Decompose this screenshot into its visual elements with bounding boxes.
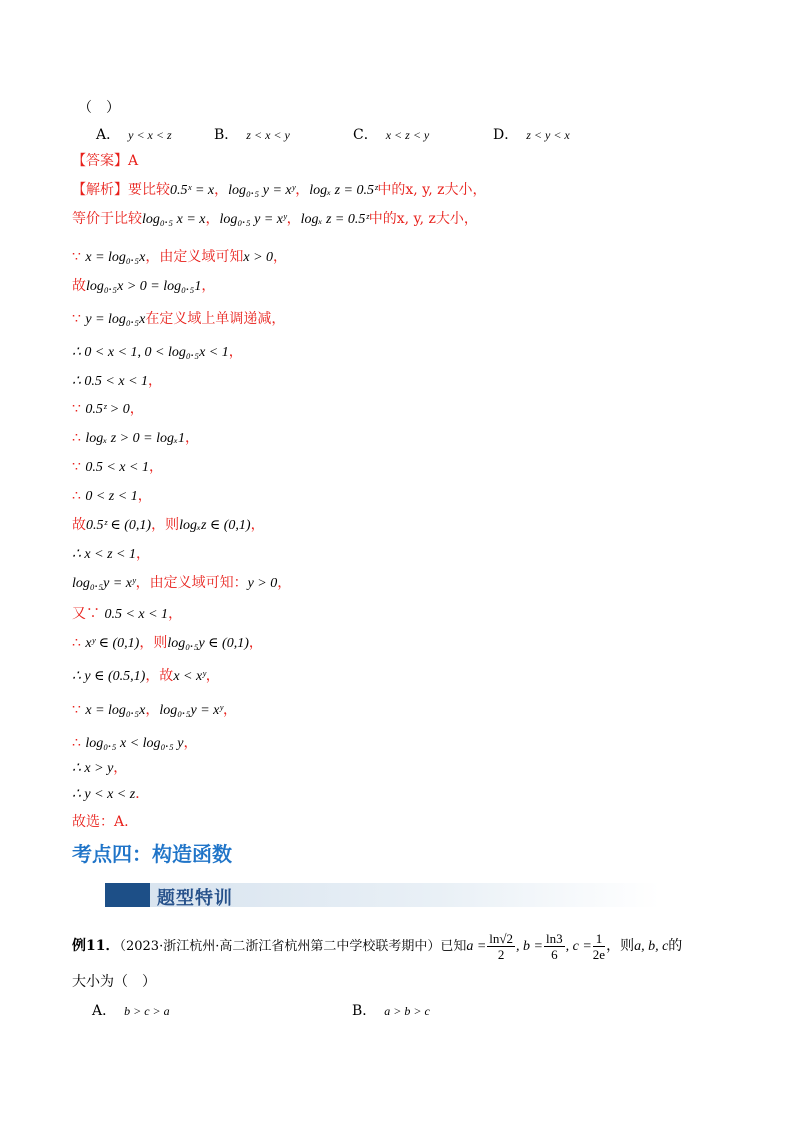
analysis-segment: 要比较 [128, 182, 170, 198]
analysis-segment: ， [183, 735, 198, 751]
analysis-segment: x = log₀.₅x [85, 250, 146, 265]
analysis-segment: ， [137, 488, 152, 504]
a-lhs: a = [466, 939, 487, 954]
analysis-segment: ， [205, 211, 220, 227]
analysis-segment: 又∵ [72, 606, 105, 622]
analysis-segment: log₀.₅y ∈ (0,1) [167, 636, 249, 651]
analysis-line [72, 573, 291, 594]
analysis-segment: ， [273, 249, 288, 265]
analysis-segment: 等价于比较 [72, 211, 142, 227]
analysis-segment: ， [148, 459, 163, 475]
example-option-b: B． a > b > c [352, 1003, 430, 1019]
analysis-line [72, 209, 478, 230]
example-line-2: 大小为（ ） [72, 974, 156, 990]
analysis-segment: ， [184, 430, 199, 446]
analysis-segment: ， [205, 668, 220, 684]
analysis-segment: ∴ x > y [72, 761, 114, 776]
analysis-segment: ， [145, 702, 160, 718]
analysis-line [72, 342, 243, 363]
analysis-segment: ， [222, 702, 237, 718]
c-lhs: , c = [565, 939, 592, 954]
analysis-segment: x > 0 [243, 250, 274, 265]
analysis-segment: ∴ [72, 735, 86, 751]
analysis-label: 【解析】 [72, 182, 128, 198]
analysis-line [72, 180, 486, 201]
analysis-segment: ， [250, 517, 265, 533]
example-line-1 [72, 930, 682, 963]
analysis-segment: ， [113, 760, 128, 776]
analysis-segment: logₓz ∈ (0,1) [179, 518, 251, 533]
analysis-segment: ∴ 0 < x < 1, 0 < log₀.₅x < 1 [72, 345, 229, 360]
frac-a: $\frac{\ln√2}{2}$ [489, 930, 514, 962]
analysis-segment: ， [168, 606, 183, 622]
banner-block [105, 883, 150, 907]
banner [105, 880, 660, 910]
analysis-line [72, 515, 265, 536]
analysis-segment: ， [201, 278, 216, 294]
analysis-line [72, 666, 220, 687]
analysis-segment: log₀.₅ x < log₀.₅ y [85, 736, 184, 751]
analysis-segment: ∵ [72, 459, 86, 475]
analysis-segment: log₀.₅y = xʸ [72, 576, 136, 591]
analysis-line [72, 604, 182, 625]
analysis-segment: log₀.₅ y = xʸ [219, 212, 287, 227]
analysis-segment: ∴ [72, 430, 86, 446]
analysis-segment: log₀.₅x > 0 = log₀.₅1 [86, 279, 202, 294]
analysis-segment: ∴ [72, 488, 86, 504]
banner-title: 题型特训 [157, 888, 233, 909]
answer-label: 【答案】 [72, 153, 128, 169]
analysis-segment: ∵ [72, 249, 86, 265]
analysis-segment: ∴ x < z < 1 [72, 547, 136, 562]
analysis-segment: log₀.₅ x = x [142, 212, 206, 227]
answer-line [72, 151, 138, 171]
analysis-line [72, 633, 263, 654]
option-b: B． z < x < y [214, 127, 290, 143]
analysis-line [72, 486, 152, 507]
analysis-segment: ， [248, 635, 263, 651]
frac-b: $\frac{\ln 3}{6}$ [546, 930, 563, 962]
analysis-segment: ∴ 0.5 < x < 1 [72, 374, 149, 389]
frac-c: $\frac{1}{2e}$ [592, 930, 606, 962]
analysis-segment: x = log₀.₅x [85, 703, 146, 718]
analysis-segment: ∵ [72, 401, 86, 417]
example-source: （2023·浙江杭州·高二浙江省杭州第二中学校联考期中）已知 [119, 939, 467, 954]
analysis-line [72, 247, 287, 268]
section-heading: 考点四：构造函数 [72, 842, 232, 866]
analysis-segment: ， [135, 546, 150, 562]
conclusion: 故选：A. [72, 814, 129, 830]
analysis-segment: 故 [72, 517, 86, 533]
analysis-segment: ． [135, 786, 150, 802]
analysis-segment: logₓ z = 0.5ᶻ [300, 212, 369, 227]
analysis-segment: ，由定义域可知： [135, 575, 248, 591]
analysis-line [72, 428, 199, 449]
analysis-segment: ∴ y ∈ (0.5,1) [72, 669, 146, 684]
analysis-segment: 0 < z < 1 [85, 489, 138, 504]
analysis-line [72, 399, 144, 420]
answer-value: A [128, 153, 139, 169]
analysis-segment: ， [286, 211, 301, 227]
analysis-line [72, 457, 163, 478]
analysis-segment: ， [148, 373, 163, 389]
analysis-segment: logₓ z > 0 = logₓ1 [85, 431, 185, 446]
analysis-segment: 中的x, y, z大小， [377, 182, 487, 198]
analysis-segment: ∴ [72, 635, 86, 651]
analysis-segment: ∴ y < x < z [72, 787, 136, 802]
analysis-line [72, 784, 149, 805]
b-lhs: , b = [516, 939, 543, 954]
analysis-segment: 故 [72, 278, 86, 294]
analysis-segment: ，则 [151, 517, 180, 533]
analysis-segment: ，由定义域可知 [145, 249, 244, 265]
analysis-segment: ∵ [72, 311, 86, 327]
analysis-segment: y > 0 [247, 576, 278, 591]
analysis-line [72, 276, 215, 297]
option-d: D． z < y < x [493, 127, 570, 143]
analysis-segment: ， [129, 401, 144, 417]
analysis-segment: y = log₀.₅x [85, 312, 146, 327]
analysis-segment: logₓ z = 0.5ᶻ [309, 183, 378, 198]
analysis-segment: log₀.₅ y = xʸ [228, 183, 296, 198]
question-paren: （ ） [78, 100, 120, 116]
analysis-segment: 0.5ᶻ ∈ (0,1) [86, 518, 152, 533]
analysis-line [72, 758, 127, 779]
analysis-segment: log₀.₅y = xʸ [159, 703, 223, 718]
analysis-segment: x < xʸ [173, 669, 206, 684]
analysis-line [72, 700, 237, 721]
analysis-segment: ，则 [139, 635, 168, 651]
analysis-segment: 0.5 < x < 1 [85, 460, 149, 475]
option-c: C． x < z < y [353, 127, 430, 143]
option-a: A． y < x < z [96, 127, 172, 143]
analysis-segment: ∵ [72, 702, 86, 718]
analysis-segment: ， [228, 344, 243, 360]
analysis-segment: ， [277, 575, 292, 591]
example-tail: ，则 [606, 938, 635, 954]
example-option-a: A． b > c > a [92, 1003, 170, 1019]
analysis-segment: 0.5ˣ = x [170, 183, 215, 198]
analysis-segment: ， [295, 182, 310, 198]
analysis-segment: 0.5 < x < 1 [104, 607, 169, 622]
analysis-segment: ，故 [145, 668, 174, 684]
analysis-segment: 在定义域上单调递减， [145, 311, 286, 327]
example-vars: a, b, c [634, 939, 669, 954]
analysis-line [72, 309, 285, 330]
analysis-segment: ， [214, 182, 229, 198]
example-de: 的 [668, 938, 683, 954]
analysis-segment: 中的x, y, z大小， [368, 211, 478, 227]
example-label: 例11． [72, 938, 120, 954]
analysis-line [72, 544, 150, 565]
analysis-line [72, 371, 162, 392]
analysis-segment: 0.5ᶻ > 0 [85, 402, 130, 417]
analysis-line [72, 733, 197, 754]
analysis-segment: xʸ ∈ (0,1) [85, 636, 140, 651]
